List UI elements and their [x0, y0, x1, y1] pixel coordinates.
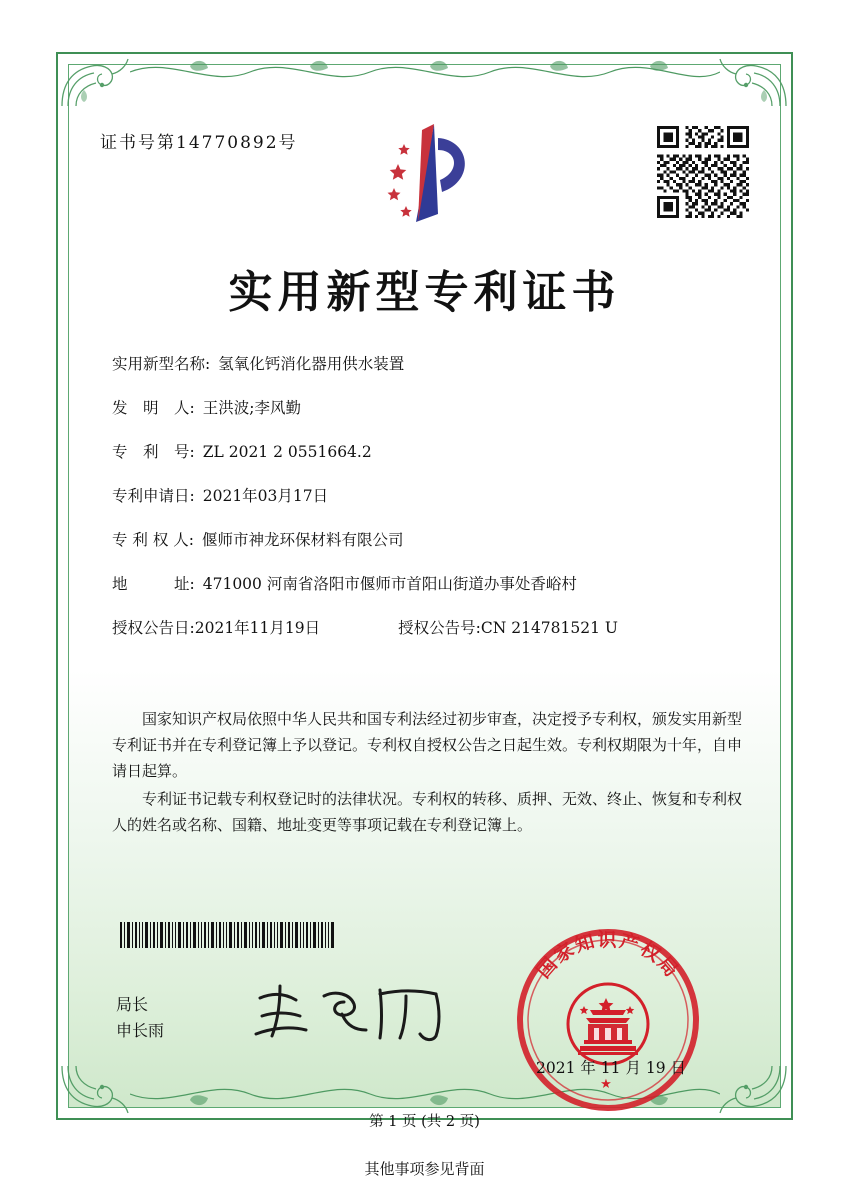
paragraph-2: 专利证书记载专利权登记时的法律状况。专利权的转移、质押、无效、终止、恢复和专利权人的姓名或名称、国籍、地址变更等事项记载在专利登记簿上。	[112, 790, 743, 834]
field-label: 授权公告号:	[398, 619, 481, 637]
field-label: 专 利 号:	[112, 443, 195, 461]
field-grant-date	[112, 616, 320, 638]
field-utility-model-name	[112, 352, 742, 374]
director-name: 申长雨	[116, 1021, 165, 1040]
qr-code-icon	[657, 126, 749, 218]
top-border-vine-icon	[130, 52, 720, 92]
field-label: 地 址:	[112, 575, 195, 593]
field-label: 发 明 人:	[112, 399, 195, 417]
paragraph-1: 国家知识产权局依照中华人民共和国专利法经过初步审查，决定授予专利权，颁发实用新型专利证书并在专利登记簿上予以登记。专利权自授权公告之日起生效。专利权期限为十年，自申请日起算。	[112, 710, 743, 780]
field-value: ZL 2021 2 0551664.2	[202, 443, 372, 461]
handwritten-signature-icon	[250, 980, 470, 1046]
field-list	[112, 352, 742, 660]
page-number: 第 1 页 (共 2 页)	[369, 1114, 480, 1130]
seal-date: 2021 年 11 月 19 日	[536, 1059, 687, 1077]
field-inventor	[112, 396, 742, 418]
field-label: 专利申请日:	[112, 487, 195, 505]
certificate-number: 证书号第14770892号	[100, 133, 298, 153]
field-value: 氢氧化钙消化器用供水装置	[218, 355, 405, 373]
corner-ornament-icon	[58, 54, 132, 110]
field-value: 2021年03月17日	[202, 487, 329, 505]
field-value: 偃师市神龙环保材料有限公司	[202, 531, 404, 549]
field-label: 实用新型名称:	[112, 355, 211, 373]
director-block	[116, 992, 164, 1044]
body-text	[112, 706, 742, 840]
field-grant-row	[112, 616, 742, 638]
director-title: 局长	[116, 995, 149, 1014]
field-label: 专 利 权 人:	[112, 531, 195, 549]
footer-note: 其他事项参见背面	[364, 1160, 485, 1178]
field-grant-number	[398, 616, 618, 638]
page-title: 实用新型专利证书	[228, 267, 621, 318]
field-value: CN 214781521 U	[480, 619, 618, 637]
field-value: 王洪波;李风勤	[202, 399, 301, 417]
field-patentee	[112, 528, 742, 550]
svg-text:国家知识产权局: 国家知识产权局	[532, 929, 684, 983]
corner-ornament-icon	[716, 54, 790, 110]
field-value: 471000 河南省洛阳市偃师市首阳山街道办事处香峪村	[202, 575, 577, 593]
cnipa-logo-icon	[372, 118, 492, 233]
field-label: 授权公告日:	[112, 619, 195, 637]
svg-text:★: ★	[600, 1077, 616, 1092]
field-patent-number	[112, 440, 742, 462]
field-application-date	[112, 484, 742, 506]
field-address	[112, 572, 742, 594]
field-value: 2021年11月19日	[194, 619, 321, 637]
barcode	[120, 922, 336, 948]
official-red-seal-icon	[508, 920, 708, 1120]
